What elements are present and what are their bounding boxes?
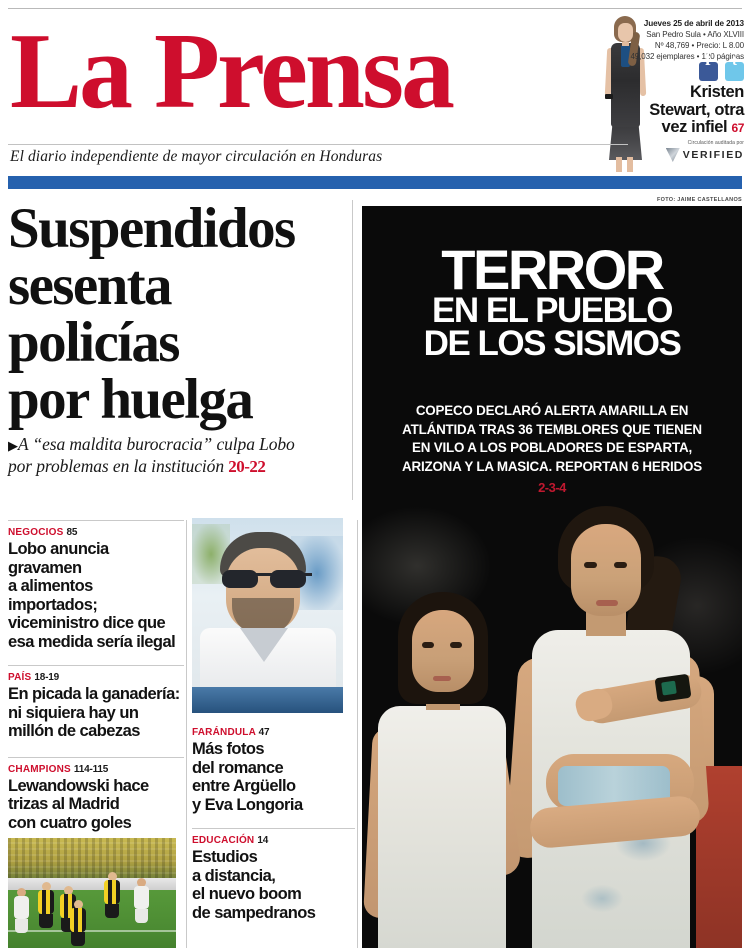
column-divider-right: [357, 520, 358, 948]
brief-pais[interactable]: [8, 666, 184, 741]
promo-line-3-text: vez infiel: [661, 118, 728, 136]
headline-pais-line-3: millón de cabezas: [8, 722, 140, 740]
sunglasses-icon: [222, 570, 306, 588]
verified-badge: [620, 140, 744, 162]
social-links: [620, 62, 744, 81]
kicker-educacion-label: EDUCACIÓN: [192, 835, 255, 846]
headline-educacion-line-3: el nuevo boom: [192, 885, 302, 903]
headline-farandula-line-3: entre Argüello: [192, 777, 296, 795]
terror-pages: 2-3-4: [538, 480, 566, 495]
lead-headline-line-1: Suspendidos: [8, 197, 295, 260]
photo-player-white-2: [134, 878, 149, 923]
woman-wristwatch: [654, 674, 691, 702]
photo-credit: FOTO: JAIME CASTELLANOS: [656, 197, 742, 203]
kicker-champions-label: CHAMPIONS: [8, 763, 71, 775]
twitter-icon[interactable]: [725, 62, 744, 81]
headline-champions: [8, 777, 184, 833]
photo-pitch-line: [8, 930, 176, 932]
terror-deck-line-3: EN VILO A LOS POBLADORES DE ESPARTA,: [412, 440, 692, 455]
headline-negocios-line-3: viceministro dice que: [8, 614, 166, 632]
facebook-icon[interactable]: [699, 62, 718, 81]
photo-player-celebrating: [70, 900, 86, 946]
kicker-farandula-label: FARÁNDULA: [192, 727, 256, 738]
kicker-champions: [8, 764, 184, 775]
dateline: [620, 18, 744, 62]
headline-educacion: [192, 848, 355, 922]
tagline-divider: [8, 144, 628, 145]
dateline-date: Jueves 25 de abril de 2013: [643, 19, 744, 28]
girl-mouth: [433, 676, 451, 681]
tagline: El diario independiente de mayor circulación en Honduras: [10, 148, 383, 165]
kicker-pais-page: 18-19: [34, 672, 59, 683]
promo-line-3: [620, 119, 744, 138]
headline-pais-line-2: ni siquiera hay un: [8, 703, 139, 722]
lead-sub-line-1: A “esa maldita burocracia” culpa Lobo: [17, 434, 295, 454]
terror-deck: [384, 402, 720, 476]
arguello-photo: [192, 518, 343, 713]
headline-farandula-line-2: del romance: [192, 758, 284, 777]
verified-label: Circulación auditada por: [687, 140, 744, 146]
lead-headline-line-2: sesenta: [8, 254, 171, 317]
dateline-circulation: 49,032 ejemplares • 120 páginas: [630, 52, 744, 61]
promo-line-2: Stewart, otra: [649, 100, 744, 119]
headline-negocios: [8, 540, 184, 651]
headline-negocios-line-2: a alimentos importados;: [8, 577, 98, 614]
woman-eye-right: [614, 562, 627, 568]
photo-player-white-1: [14, 888, 29, 933]
kicker-pais-label: PAÍS: [8, 672, 32, 683]
verified-mark-icon: [666, 148, 680, 162]
terror-lead-package[interactable]: [362, 206, 742, 948]
lead-headline-line-4: por huelga: [8, 368, 253, 431]
promo-page: 67: [731, 121, 744, 135]
column-divider-left: [186, 520, 187, 948]
kicker-educacion-page: 14: [257, 835, 269, 846]
girl-torso: [378, 706, 506, 948]
lead-headline-line-3: policías: [8, 311, 179, 374]
soccer-celebration-photo: [8, 838, 176, 951]
lead-pages: 20-22: [228, 457, 266, 476]
kicker-negocios: [8, 527, 184, 538]
headline-champions-line-3: con cuatro goles: [8, 813, 132, 832]
girl-eye-right: [450, 642, 462, 648]
headline-negocios-line-1: Lobo anuncia gravamen: [8, 540, 109, 577]
figure-wristband: [605, 94, 613, 99]
headline-farandula: [192, 740, 355, 814]
kicker-pais: [8, 672, 184, 683]
photo-advertising-board: [8, 878, 176, 890]
kicker-negocios-label: NEGOCIOS: [8, 527, 64, 538]
dateline-issue-price: Nº 48,769 • Precio: L 8.00: [654, 41, 744, 50]
woman-eye-left: [584, 562, 597, 568]
headline-pais: [8, 685, 184, 741]
headline-educacion-line-2: a distancia,: [192, 866, 276, 885]
terror-headline-line-2: EN EL PUEBLO: [431, 291, 672, 330]
terror-deck-line-4: ARIZONA Y LA MASICA. REPORTAN 6 HERIDOS: [402, 458, 702, 474]
brief-champions[interactable]: [8, 758, 184, 951]
photo-player-yellow-1: [38, 882, 54, 928]
headline-champions-line-1: Lewandowski hace: [8, 776, 149, 795]
headline-negocios-line-4: esa medida sería ilegal: [8, 632, 176, 651]
kicker-farandula: [192, 727, 355, 738]
girl-eye-left: [422, 642, 434, 648]
brief-negocios[interactable]: [8, 521, 184, 651]
newspaper-logo[interactable]: La Prensa: [10, 12, 453, 131]
headline-farandula-line-4: y Eva Longoria: [192, 795, 303, 814]
kicker-negocios-page: 85: [66, 527, 78, 538]
terror-headline: [362, 238, 742, 363]
promo-line-1: Kristen: [689, 83, 744, 101]
lead-sub-line-2: por problemas en la institución: [8, 456, 224, 476]
left-column: [8, 196, 184, 951]
photo-player-yellow-3: [104, 872, 120, 918]
brief-farandula[interactable]: [192, 721, 355, 814]
dateline-city-year: San Pedro Sula • Año XLVIII: [646, 30, 744, 39]
kristen-stewart-promo[interactable]: [620, 84, 744, 138]
verified-word: VERIFIED: [682, 149, 744, 161]
kicker-farandula-page: 47: [258, 727, 270, 738]
photo-crowd-texture: [8, 838, 176, 880]
top-divider: [8, 8, 742, 9]
terror-headline-line-3: DE LOS SISMOS: [423, 324, 681, 363]
kicker-educacion: [192, 835, 355, 846]
headline-educacion-line-4: de sampedranos: [192, 903, 316, 922]
headline-pais-line-1: En picada la ganadería:: [8, 685, 180, 703]
bullet-triangle-icon: ▶: [8, 438, 18, 453]
kicker-champions-page: 114-115: [73, 763, 109, 775]
terror-deck-line-1: COPECO DECLARÓ ALERTA AMARILLA EN: [415, 403, 689, 418]
terror-headline-line-1: TERROR: [441, 238, 663, 301]
headline-farandula-line-1: Más fotos: [192, 740, 265, 758]
headline-educacion-line-1: Estudios: [192, 848, 258, 866]
woman-mouth: [596, 600, 618, 606]
terror-deck-line-2: ATLÁNTIDA TRAS 36 TEMBLORES QUE TIENEN: [402, 421, 702, 437]
brief-educacion[interactable]: [192, 829, 355, 922]
photo-pitch: [8, 890, 176, 951]
masthead-blue-rule: [8, 176, 742, 189]
middle-column: [192, 196, 355, 922]
headline-champions-line-2: trizas al Madrid: [8, 795, 120, 813]
photo-car: [192, 687, 343, 713]
